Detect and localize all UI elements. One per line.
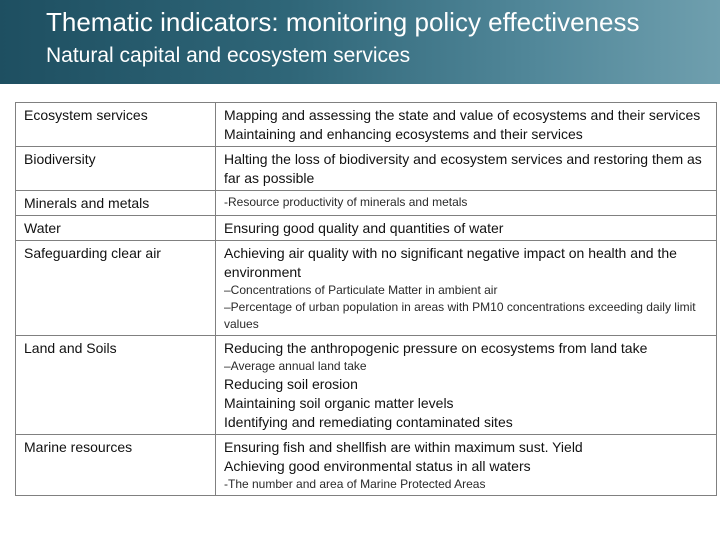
indicator-text: –Percentage of urban population in areas with PM10 concentrations exceeding daily limit values (224, 300, 696, 331)
table-row (16, 241, 717, 336)
table-row (16, 435, 717, 496)
indicator-text: -The number and area of Marine Protected Areas (224, 477, 486, 491)
slide-subtitle: Natural capital and ecosystem services (46, 44, 411, 67)
objectives-cell (216, 216, 717, 241)
objective-text: Mapping and assessing the state and value of ecosystems and their services (224, 107, 701, 123)
table-row (16, 191, 717, 216)
indicators-table (15, 102, 717, 496)
table-row (16, 103, 717, 147)
objective-text: Reducing the anthropogenic pressure on ecosystems from land take (224, 340, 648, 356)
objectives-cell (216, 241, 717, 336)
table-row (16, 147, 717, 191)
objectives-cell (216, 336, 717, 435)
indicator-text: -Resource productivity of minerals and metals (224, 195, 468, 209)
table-row (16, 336, 717, 435)
theme-cell: Biodiversity (16, 147, 216, 191)
theme-cell: Land and Soils (16, 336, 216, 435)
objectives-cell (216, 191, 717, 216)
objective-text: Halting the loss of biodiversity and ecosystem services and restoring them as far as possible (224, 151, 702, 186)
objective-text: Maintaining soil organic matter levels (224, 395, 454, 411)
table-row (16, 216, 717, 241)
indicator-text: –Average annual land take (224, 359, 367, 373)
slide-header (0, 0, 720, 84)
theme-cell: Water (16, 216, 216, 241)
objective-text: Ensuring good quality and quantities of water (224, 220, 504, 236)
objective-text: Achieving good environmental status in all waters (224, 458, 531, 474)
objective-text: Ensuring fish and shellfish are within maximum sust. Yield (224, 439, 583, 455)
objective-text: Achieving air quality with no significant negative impact on health and the environment (224, 245, 677, 280)
objectives-cell (216, 103, 717, 147)
objective-text: Maintaining and enhancing ecosystems and their services (224, 126, 583, 142)
objectives-cell (216, 435, 717, 496)
theme-cell: Minerals and metals (16, 191, 216, 216)
objective-text: Identifying and remediating contaminated sites (224, 414, 513, 430)
slide-title: Thematic indicators: monitoring policy effectiveness (46, 7, 640, 37)
objectives-cell (216, 147, 717, 191)
theme-cell: Marine resources (16, 435, 216, 496)
indicator-text: –Concentrations of Particulate Matter in ambient air (224, 283, 498, 297)
theme-cell: Ecosystem services (16, 103, 216, 147)
objective-text: Reducing soil erosion (224, 376, 358, 392)
theme-cell: Safeguarding clear air (16, 241, 216, 336)
